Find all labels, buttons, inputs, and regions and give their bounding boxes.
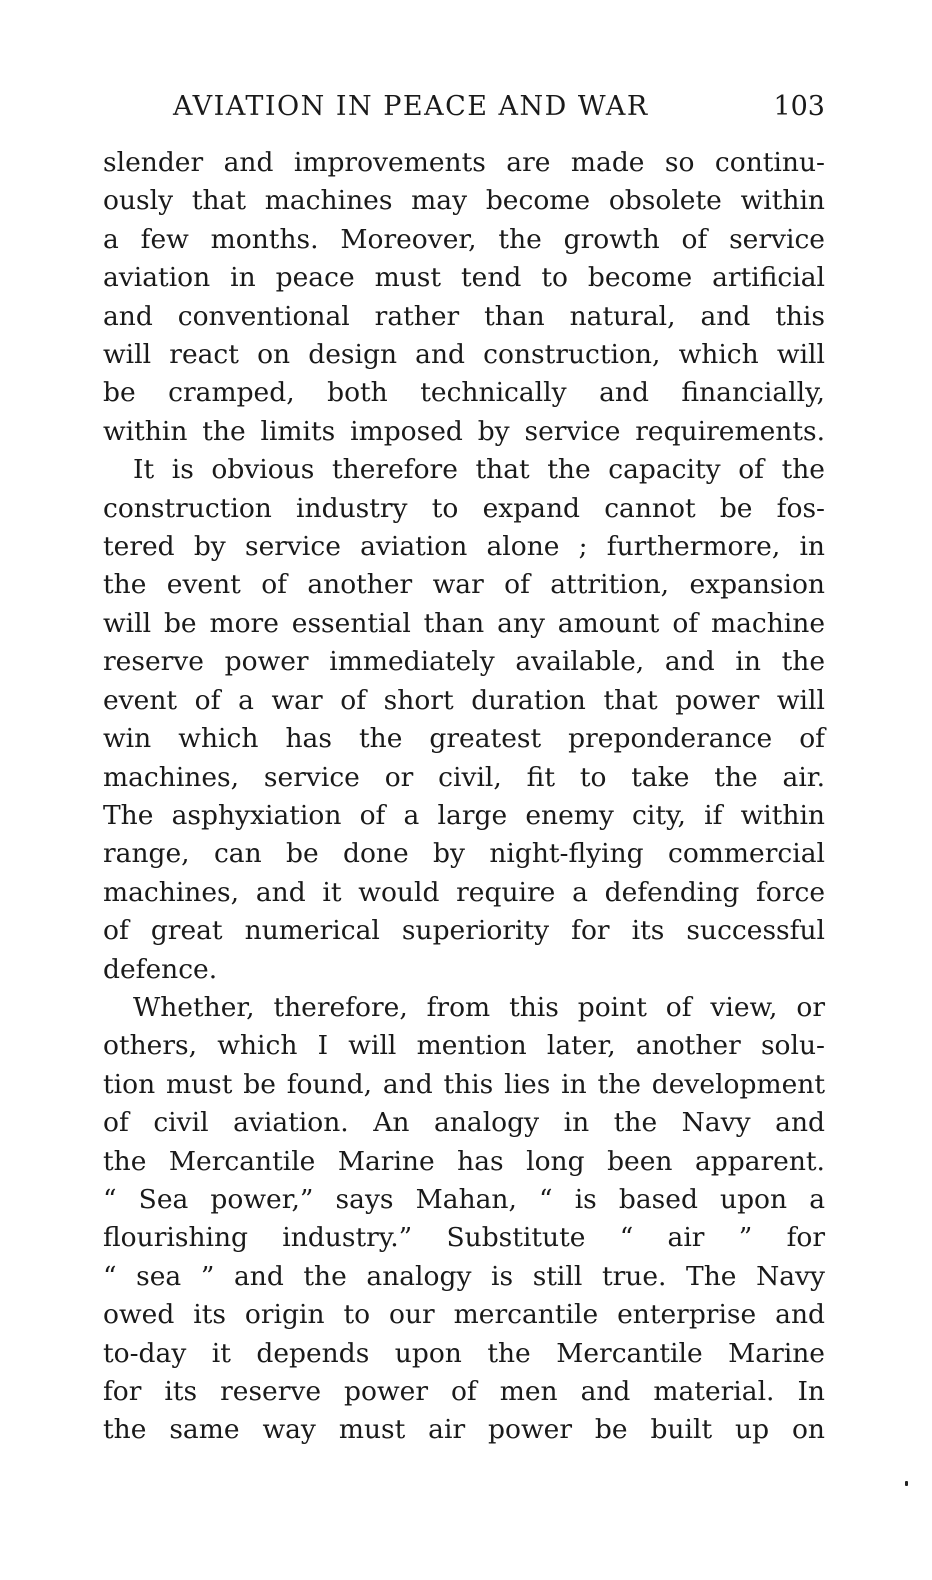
stray-ink-mark [905, 1481, 908, 1486]
text-line: will be more essential than any amount of machine [103, 607, 825, 639]
text-line: construction industry to expand cannot be fos- [103, 492, 825, 524]
text-line: flourishing industry.” Substitute “ air ” for [103, 1222, 825, 1254]
text-line: win which has the greatest preponderance of [103, 723, 825, 755]
text-line: “ Sea power,” says Mahan, “ is based upon a [103, 1183, 825, 1215]
page-header [103, 91, 825, 131]
body-text [103, 144, 825, 1450]
page-number: 103 [773, 91, 825, 122]
text-line: within the limits imposed by service requirements. [103, 415, 825, 447]
text-line: of civil aviation. An analogy in the Navy and [103, 1107, 825, 1139]
text-line: be cramped, both technically and financially, [103, 377, 825, 409]
text-line: for its reserve power of men and material. In [103, 1376, 825, 1407]
text-line: slender and improvements are made so continu- [103, 147, 825, 178]
text-line: Whether, therefore, from this point of view, or [133, 991, 825, 1023]
text-line: and conventional rather than natural, and this [103, 300, 825, 332]
paragraph-1 [103, 144, 825, 451]
paragraph-3 [103, 989, 825, 1450]
text-line: event of a war of short duration that power will [103, 684, 825, 716]
text-line: of great numerical superiority for its successful [103, 915, 825, 947]
text-line: owed its origin to our mercantile enterprise and [103, 1299, 825, 1331]
text-line: reserve power immediately available, and in the [103, 646, 825, 678]
text-line: a few months. Moreover, the growth of service [103, 223, 825, 255]
text-line: It is obvious therefore that the capacity of the [133, 454, 825, 486]
text-line: machines, service or civil, fit to take the air. [103, 761, 825, 793]
text-line: “ sea ” and the analogy is still true. The Navy [103, 1260, 825, 1292]
text-line: defence. [103, 953, 218, 985]
text-line: the event of another war of attrition, expansion [103, 569, 825, 601]
text-line: will react on design and construction, which will [103, 339, 825, 371]
text-line: the Mercantile Marine has long been apparent. [103, 1145, 825, 1177]
text-line: tered by service aviation alone ; furthermore, in [103, 531, 825, 563]
text-line: machines, and it would require a defending force [103, 876, 825, 908]
text-line: tion must be found, and this lies in the development [103, 1068, 825, 1100]
text-line: others, which I will mention later, another solu- [103, 1030, 825, 1062]
text-line: The asphyxiation of a large enemy city, if within [103, 799, 825, 831]
text-line: ously that machines may become obsolete within [103, 185, 825, 217]
text-line: range, can be done by night-flying commercial [103, 838, 825, 870]
paragraph-2 [103, 451, 825, 989]
text-line: the same way must air power be built up on [103, 1414, 825, 1446]
text-line: to-day it depends upon the Mercantile Marine [103, 1337, 825, 1369]
running-title: AVIATION IN PEACE AND WAR [173, 91, 649, 122]
text-line: aviation in peace must tend to become artificial [103, 262, 825, 294]
